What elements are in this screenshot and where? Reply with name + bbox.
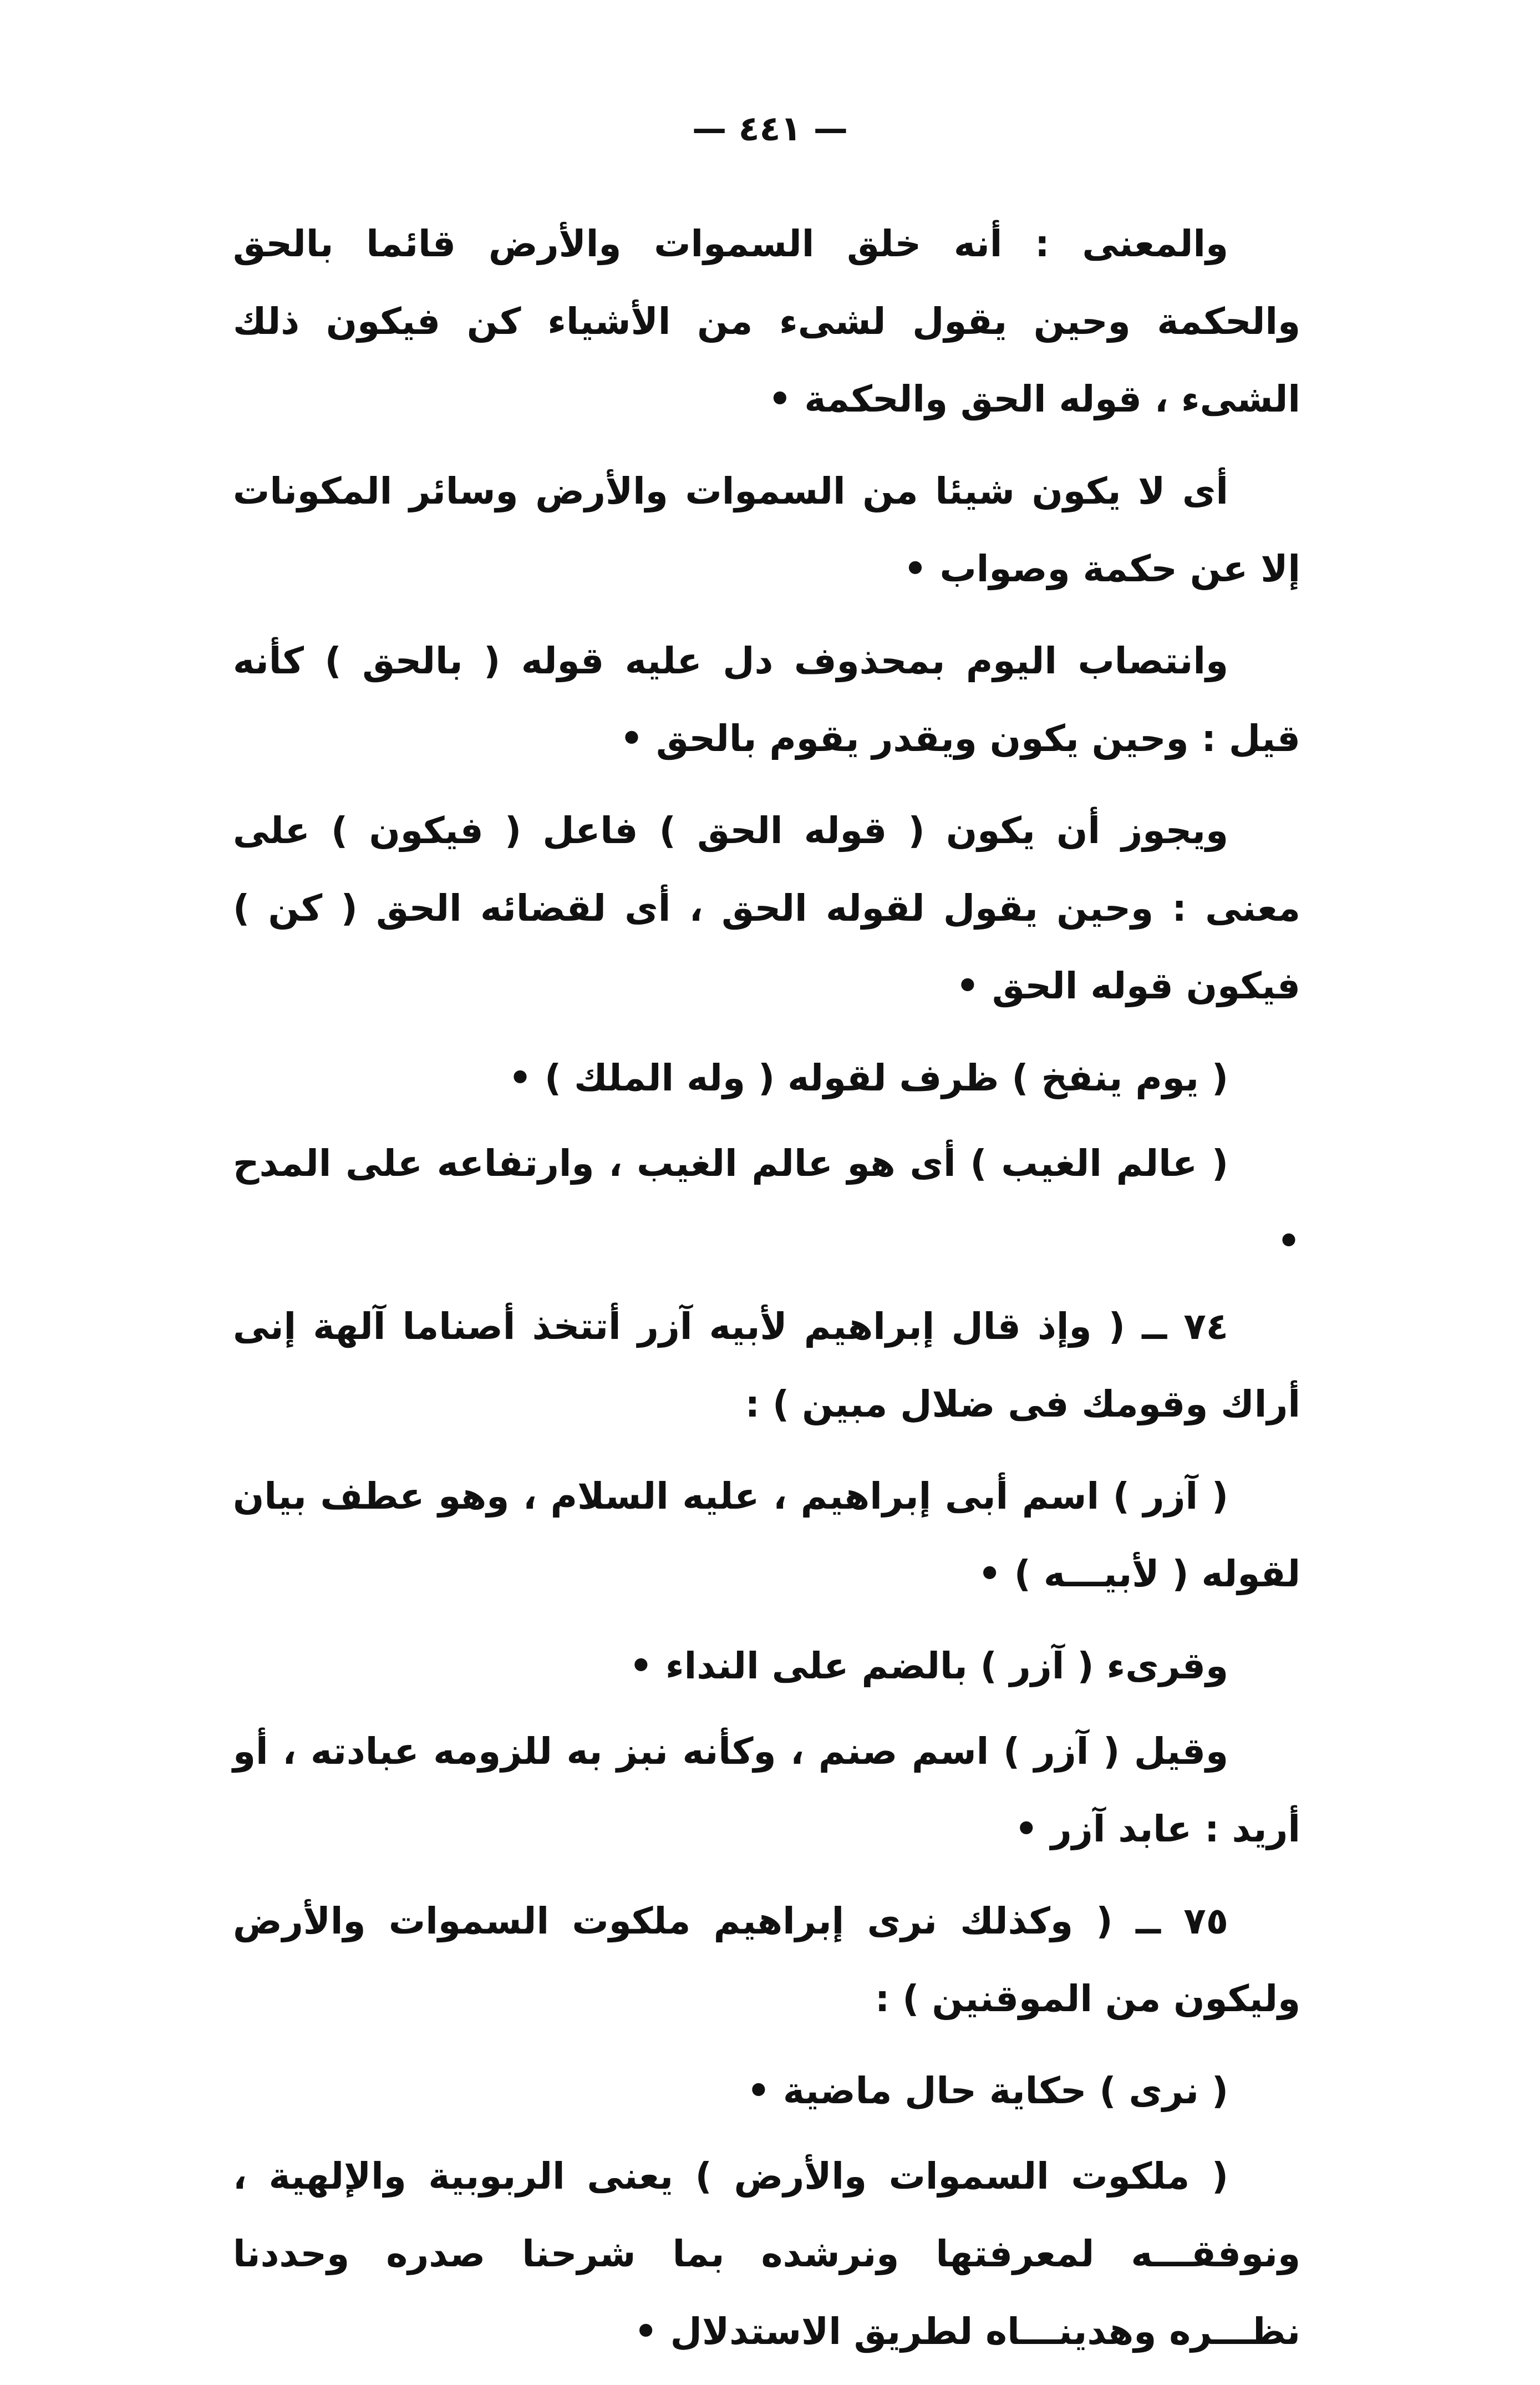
paragraph-8: ( آزر ) اسم أبى إبراهيم ، عليه السلام ، وهو عطف بيان لقوله ( لأبيـــه ) • xyxy=(233,1475,1300,1595)
paragraph-2: أى لا يكون شيئا من السموات والأرض وسائر المكونات إلا عن حكمة وصواب • xyxy=(233,470,1300,590)
paragraph-5: ( يوم ينفخ ) ظرف لقوله ( وله الملك ) • xyxy=(508,1057,1228,1099)
paragraph-12: ( نرى ) حكاية حال ماضية • xyxy=(746,2069,1228,2112)
paragraph-9: وقرىء ( آزر ) بالضم على النداء • xyxy=(629,1645,1228,1687)
paragraph-13: ( ملكوت السموات والأرض ) يعنى الربوبية والإلهية ، ونوفقـــه لمعرفتها ونرشده بما شرحنا صدره وحددنا نظـــره وهدينـــاه لطريق الاستدلال • xyxy=(233,2155,1300,2353)
page-body-text xyxy=(233,205,1300,2385)
paragraph-1: والمعنى : أنه خلق السموات والأرض قائما بالحق والحكمة وحين يقول لشىء من الأشياء كن فيكون ذلك الشىء ، قوله الحق والحكمة • xyxy=(233,222,1300,420)
paragraph-3: وانتصاب اليوم بمحذوف دل عليه قوله ( بالحق ) كأنه قيل : وحين يكون ويقدر يقوم بالحق • xyxy=(233,640,1300,760)
paragraph-10: وقيل ( آزر ) اسم صنم ، وكأنه نبز به للزومه عبادته ، أو أريد : عابد آزر • xyxy=(233,1730,1300,1850)
paragraph-6: ( عالم الغيب ) أى هو عالم الغيب ، وارتفاعه على المدح • xyxy=(233,1142,1300,1262)
verse-75-heading: ٧٥ ــ ( وكذلك نرى إبراهيم ملكوت السموات والأرض وليكون من الموقنين ) : xyxy=(233,1900,1300,2020)
verse-74-heading: ٧٤ ــ ( وإذ قال إبراهيم لأبيه آزر أتتخذ أصناما آلهة إنى أراك وقومك فى ضلال مبين ) : xyxy=(233,1305,1300,1425)
paragraph-4: ويجوز أن يكون ( قوله الحق ) فاعل ( فيكون ) على معنى : وحين يقول لقوله الحق ، أى لقضائه الحق ( كن ) فيكون قوله الحق • xyxy=(233,809,1300,1007)
page-number: — ٤٤١ — xyxy=(692,108,848,149)
